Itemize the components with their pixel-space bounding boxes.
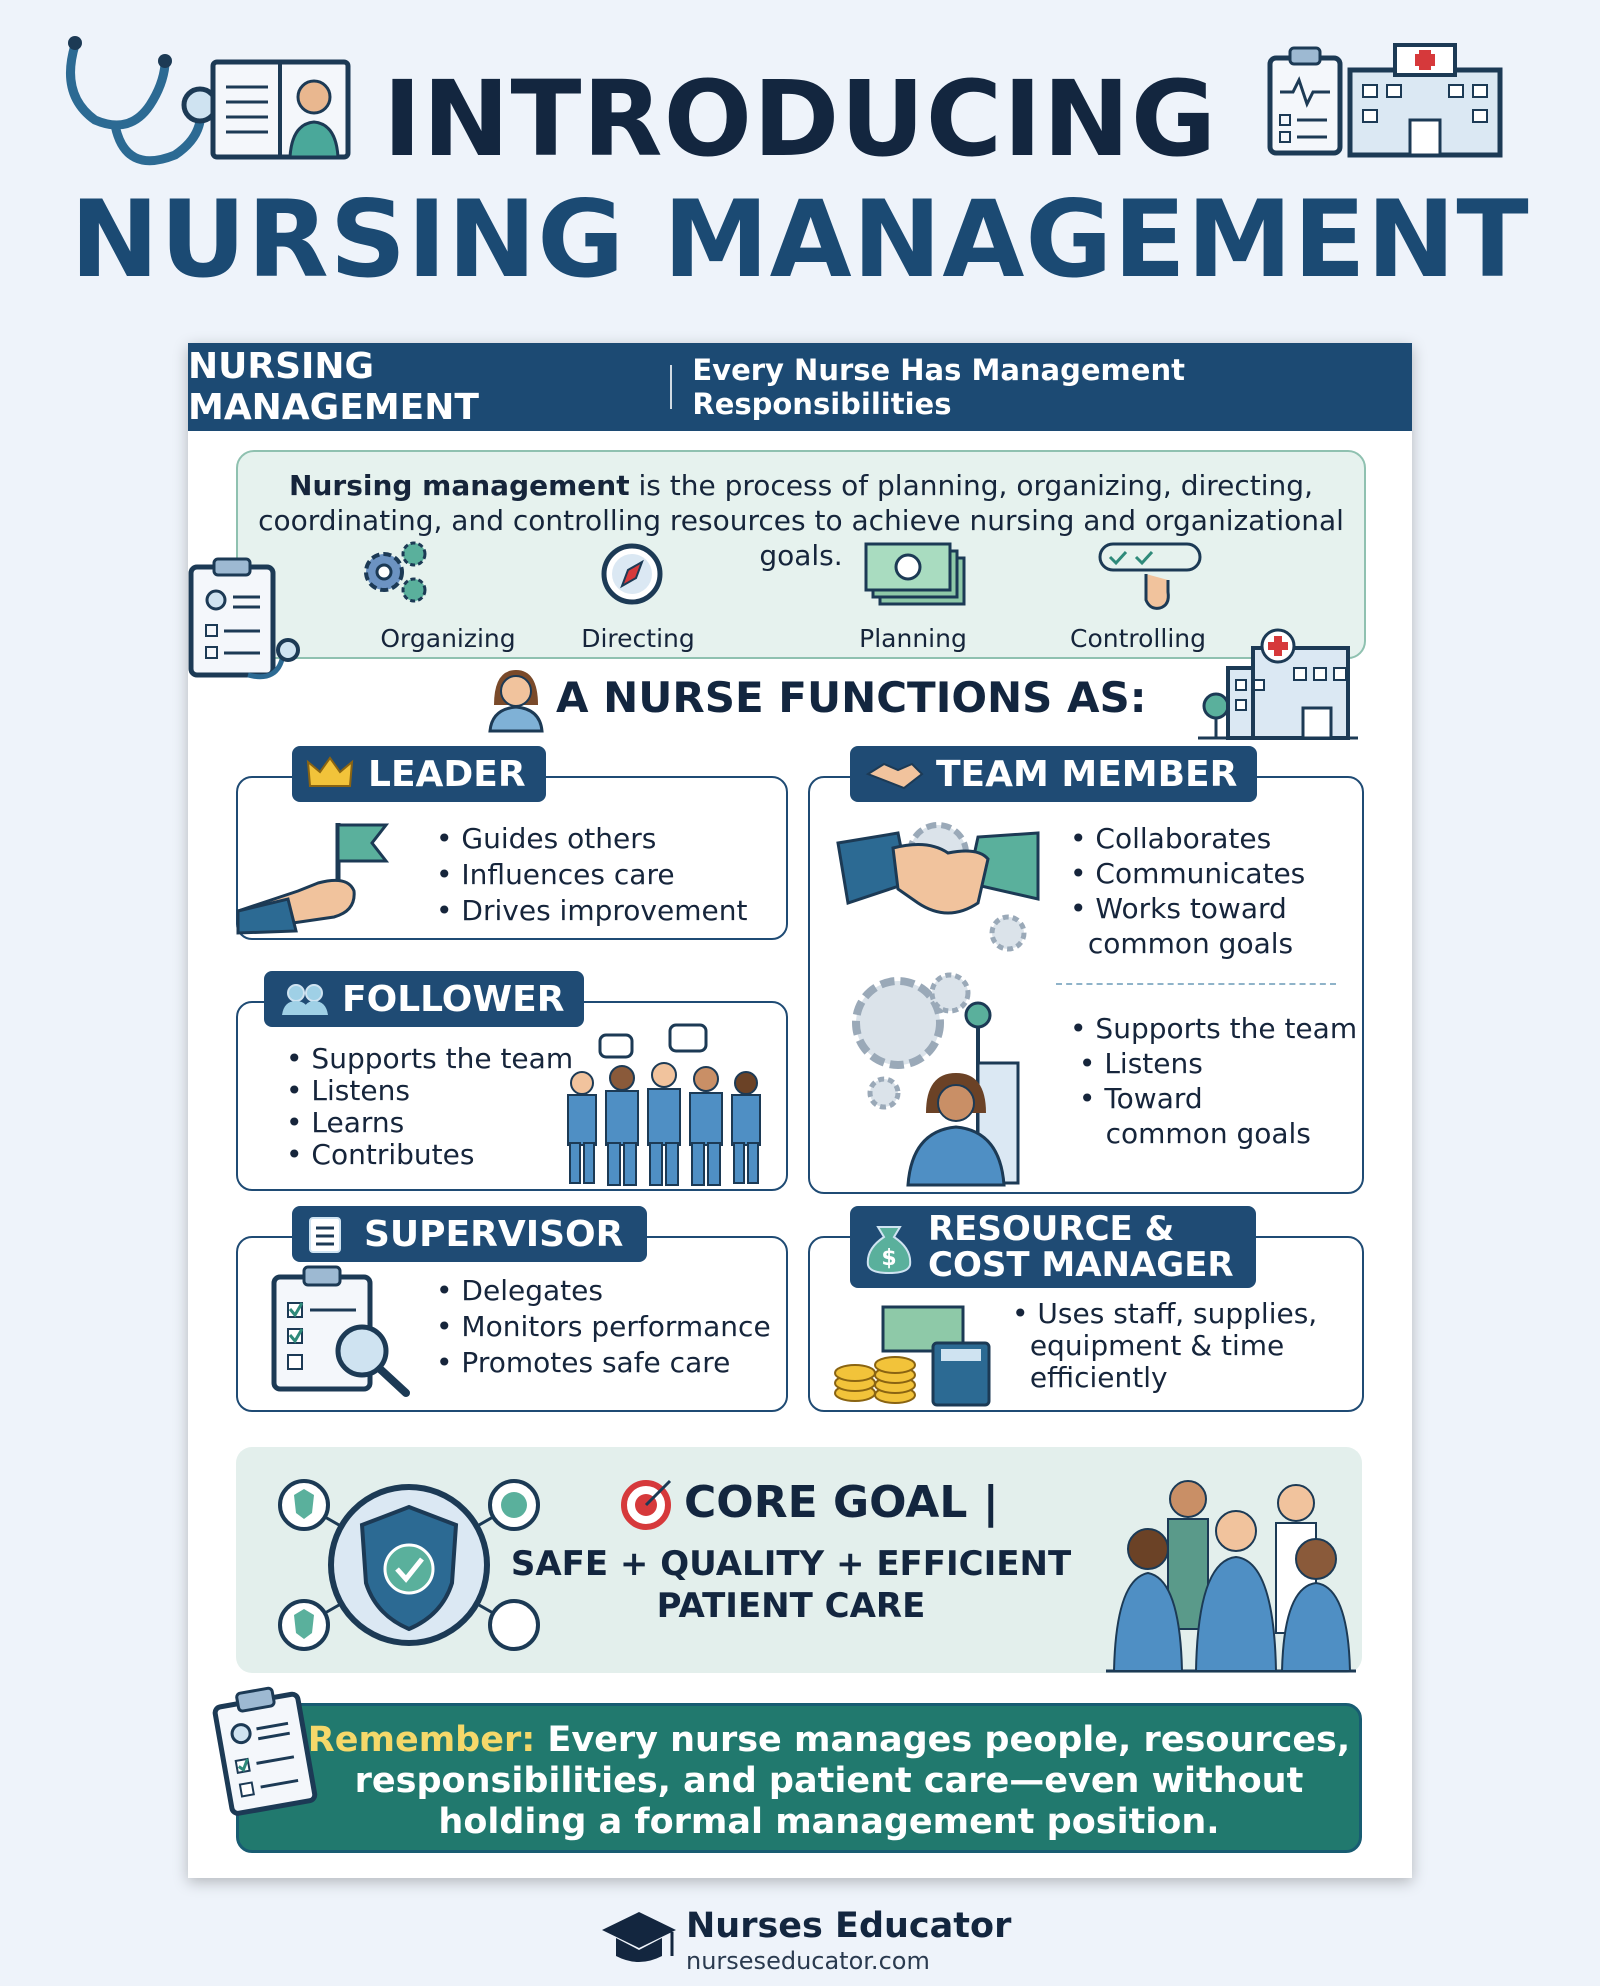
footer-url[interactable]: nurseseducator.com: [686, 1947, 930, 1975]
list-item: • Communicates: [1070, 857, 1306, 890]
remember-keyword: Remember:: [307, 1720, 536, 1760]
core-goal-line1: SAFE + QUALITY + EFFICIENT: [510, 1544, 1072, 1584]
hospital-clipboard-icon: [1265, 40, 1505, 160]
nurse-team-illustration: [560, 1023, 775, 1188]
money-icon: [866, 544, 976, 614]
target-icon: [620, 1475, 676, 1531]
header-subtitle: Every Nurse Has Management Responsibilities: [692, 353, 1185, 421]
definition-line1: is the process of planning, organizing, directing,: [629, 469, 1313, 502]
section-title: A NURSE FUNCTIONS AS:: [556, 673, 1147, 722]
remember-line1: Every nurse manages people, resources,: [535, 1720, 1351, 1760]
list-item: common goals: [1105, 1117, 1311, 1150]
book-nurse-icon: [208, 52, 358, 162]
team-member-label: TEAM MEMBER: [850, 746, 1257, 802]
money-bag-icon: [864, 1219, 914, 1275]
core-goal-box: [236, 1447, 1362, 1673]
footer-brand: Nurses Educator: [686, 1906, 1012, 1946]
remember-line2: responsibilities, and patient care—even without: [354, 1761, 1304, 1801]
definition-term: Nursing management: [289, 469, 630, 502]
hospital-icon: [1198, 618, 1358, 743]
remember-text: [299, 1720, 1359, 1843]
stethoscope-icon: [55, 25, 205, 165]
checklist-icon: [306, 1214, 346, 1254]
nurse-avatar-icon: [484, 665, 548, 733]
list-item: • Promotes safe care: [436, 1346, 731, 1379]
list-item: • Collaborates: [1070, 822, 1272, 855]
definition-line2: coordinating, and controlling resources to achieve nursing and organizational goals.: [258, 504, 1344, 572]
remember-banner: [236, 1703, 1362, 1853]
remember-line3: holding a formal management position.: [438, 1802, 1220, 1842]
healthcare-team-illustration: [1106, 1469, 1356, 1673]
list-item: • Listens: [286, 1074, 410, 1107]
infographic-card: [188, 343, 1412, 1878]
people-icon: [278, 981, 332, 1017]
function-controlling: Controlling: [1070, 624, 1206, 653]
toggle-checklist-icon: [1098, 540, 1208, 610]
title-line-2: NURSING MANAGEMENT: [70, 178, 1530, 301]
core-goal-line2: PATIENT CARE: [656, 1586, 926, 1626]
clipboard-stethoscope-icon: [188, 555, 318, 685]
title-line-1: INTRODUCING: [382, 58, 1218, 180]
list-item: • Influences care: [436, 858, 675, 891]
list-item: • Uses staff, supplies,: [1012, 1297, 1318, 1330]
header-title: NURSING MANAGEMENT: [188, 346, 479, 428]
function-directing: Directing: [581, 624, 695, 653]
nurse-gears-illustration: [838, 963, 1038, 1188]
leader-bullets: [436, 821, 747, 929]
leader-label: LEADER: [292, 746, 546, 802]
list-item: equipment & time: [1029, 1329, 1285, 1362]
svg-text:$: $: [881, 1246, 897, 1271]
resource-label-line2: COST MANAGER: [928, 1245, 1234, 1285]
list-item: • Delegates: [436, 1274, 603, 1307]
list-item: • Works toward: [1070, 892, 1287, 925]
list-item: • Toward: [1070, 1082, 1203, 1115]
definition-box: [236, 450, 1366, 659]
graduation-cap-icon: [600, 1908, 678, 1968]
function-organizing: Organizing: [380, 624, 516, 653]
crown-icon: [306, 756, 354, 792]
handshake-icon: [864, 756, 924, 792]
team-member-bullets: [1070, 821, 1305, 961]
core-goal-text: [506, 1543, 1076, 1627]
core-goal-title: CORE GOAL |: [684, 1477, 999, 1528]
clipboard-magnifier-icon: [270, 1263, 420, 1398]
hand-flag-icon: [238, 813, 418, 933]
list-item: • Monitors performance: [436, 1310, 771, 1343]
list-item: • Learns: [286, 1106, 405, 1139]
supervisor-label: SUPERVISOR: [292, 1206, 647, 1262]
follower-label: FOLLOWER: [264, 971, 584, 1027]
list-item: • Supports the team: [1070, 1012, 1358, 1045]
list-item: efficiently: [1029, 1361, 1168, 1394]
coins-calculator-icon: [833, 1303, 1008, 1408]
supervisor-bullets: [436, 1273, 771, 1381]
handshake-gears-illustration: [838, 803, 1048, 943]
resource-label-line1: RESOURCE &: [928, 1209, 1175, 1249]
team-divider: [1056, 983, 1336, 985]
resource-manager-bullets: [1012, 1298, 1317, 1394]
list-item: • Supports the team: [286, 1042, 574, 1075]
compass-icon: [600, 542, 670, 612]
list-item: • Listens: [1070, 1047, 1203, 1080]
resource-manager-label: [850, 1206, 1256, 1288]
list-item: • Guides others: [436, 822, 657, 855]
team-member-bullets-2: [1070, 1011, 1357, 1151]
list-item: • Drives improvement: [436, 894, 748, 927]
function-planning: Planning: [859, 624, 967, 653]
clipboard-icon: [214, 1683, 324, 1813]
list-item: common goals: [1087, 927, 1294, 960]
follower-bullets: [286, 1043, 573, 1171]
list-item: • Contributes: [286, 1138, 475, 1171]
header-divider: [670, 365, 672, 409]
gears-icon: [356, 540, 436, 620]
card-header: [188, 343, 1412, 431]
